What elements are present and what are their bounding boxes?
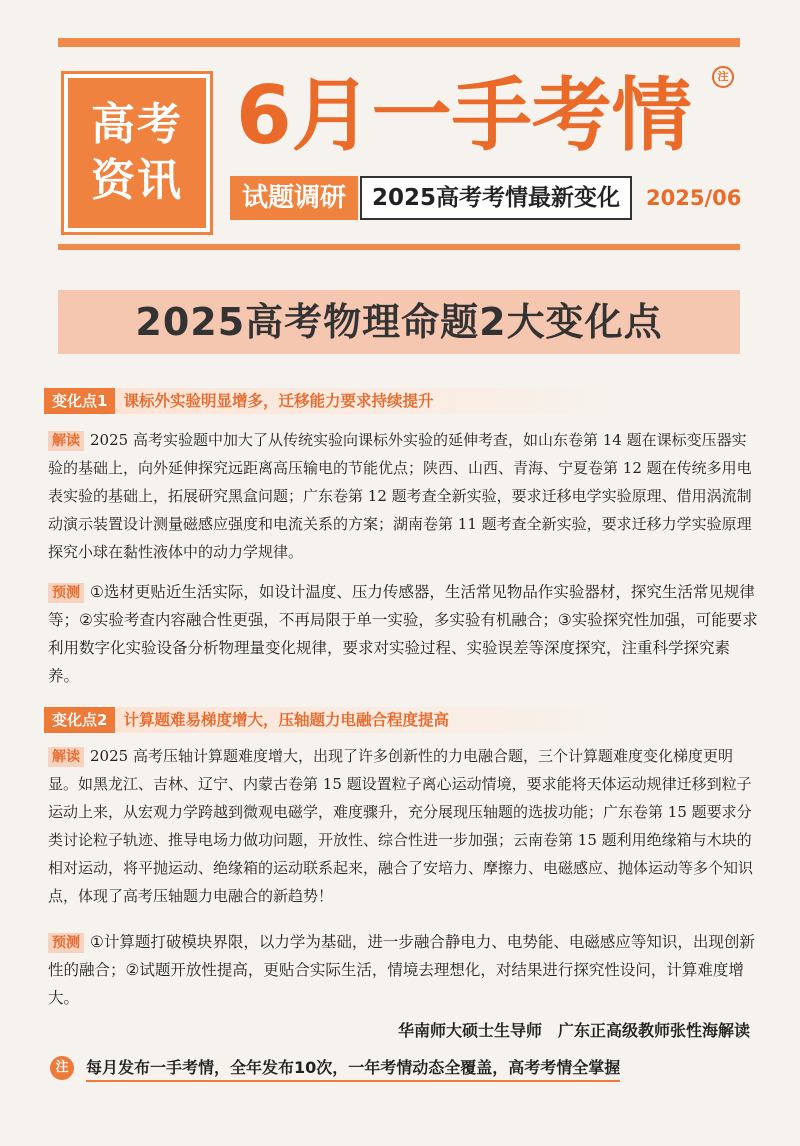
section-2-header [44, 707, 644, 733]
section-1-prediction [48, 578, 760, 690]
section-2-predict-text: ①计算题打破模块界限，以力学为基础，进一步融合静电力、电势能、电磁感应等知识，出现创新性的融合；②试题开放性提高，更贴合实际生活，情境去理想化，对结果进行探究性设问，计算难度增大。 [48, 933, 755, 1007]
header-top-bar [58, 38, 740, 47]
section-1-predict-text: ①选材更贴近生活实际，如设计温度、压力传感器，生活常见物品作实验器材，探究生活常见规律等；②实验考查内容融合性更强，不再局限于单一实验，多实验有机融合；③实验探究性加强，可能要求利用数字化实验设备分析物理量变化规律，要求对实验过程、实验误差等深度探究，注重科学探究素养。 [48, 583, 758, 685]
section-2-interpretation [48, 742, 760, 910]
section-1-tag: 变化点1 [44, 388, 115, 414]
section-2-title: 计算题难易梯度增大，压轴题力电融合程度提高 [115, 707, 644, 733]
subtitle-row [230, 176, 741, 220]
footer-text: 每月发布一手考情，全年发布10次，一年考情动态全覆盖，高考考情全掌握 [86, 1055, 620, 1082]
footer-note-mark: 注 [50, 1056, 74, 1080]
article-title: 2025高考物理命题2大变化点 [58, 290, 740, 354]
column-tag: 试题调研 [230, 176, 358, 220]
section-2-prediction [48, 928, 760, 1012]
issue-date: 2025/06 [646, 186, 742, 210]
subtitle: 2025高考考情最新变化 [360, 176, 632, 220]
note-mark: 注 [712, 66, 734, 88]
logo-text: 高考 资讯 [91, 99, 183, 206]
section-1-title: 课标外实验明显增多，迁移能力要求持续提升 [115, 388, 644, 414]
magazine-title: 6月一手考情 [236, 69, 692, 162]
interpret-label: 解读 [48, 747, 84, 767]
section-2-tag: 变化点2 [44, 707, 115, 733]
author-credit: 华南师大硕士生导师 广东正高级教师张性海解读 [397, 1021, 750, 1040]
footer-note [50, 1054, 620, 1082]
section-2-interpret-text: 2025 高考压轴计算题难度增大，出现了许多创新性的力电融合题，三个计算题难度变化梯度更明显。如黑龙江、吉林、辽宁、内蒙古卷第 15 题设置粒子离心运动情境，要求能将天体运动规律迁移到粒子运动上来，从宏观力学跨越到微观电磁学，难度骤升，充分展现压轴题的选拔功能；广东卷第 15 题要求分类讨论粒子轨迹、推导电场力做功问题，开放性、综合性进一步加强；云南卷第 15 题利用绝缘箱与木块的相对运动，将平抛运动、绝缘箱的运动联系起来，融合了安培力、摩擦力、电磁感应、抛体运动等多个知识点，体现了高考压轴题力电融合的新趋势！ [48, 747, 754, 905]
logo [64, 74, 210, 232]
section-1-header [44, 388, 644, 414]
section-1-interpret-text: 2025 高考实验题中加大了从传统实验向课标外实验的延伸考查，如山东卷第 14 题在课标变压器实验的基础上，向外延伸探究远距离高压输电的节能优点；陕西、山西、青海、宁夏卷第 12 题在传统多用电表实验的基础上，拓展研究黑盒问题；广东卷第 12 题考查全新实验，要求迁移电学实验原理、借用涡流制动演示装置设计测量磁感应强度和电流关系的方案；湖南卷第 11 题考查全新实验，要求迁移力学实验原理探究小球在黏性液体中的动力学规律。 [48, 431, 752, 561]
predict-label: 预测 [48, 583, 84, 603]
interpret-label: 解读 [48, 431, 84, 451]
section-1-interpretation [48, 426, 760, 566]
header-bottom-bar [58, 244, 740, 250]
predict-label: 预测 [48, 933, 84, 953]
